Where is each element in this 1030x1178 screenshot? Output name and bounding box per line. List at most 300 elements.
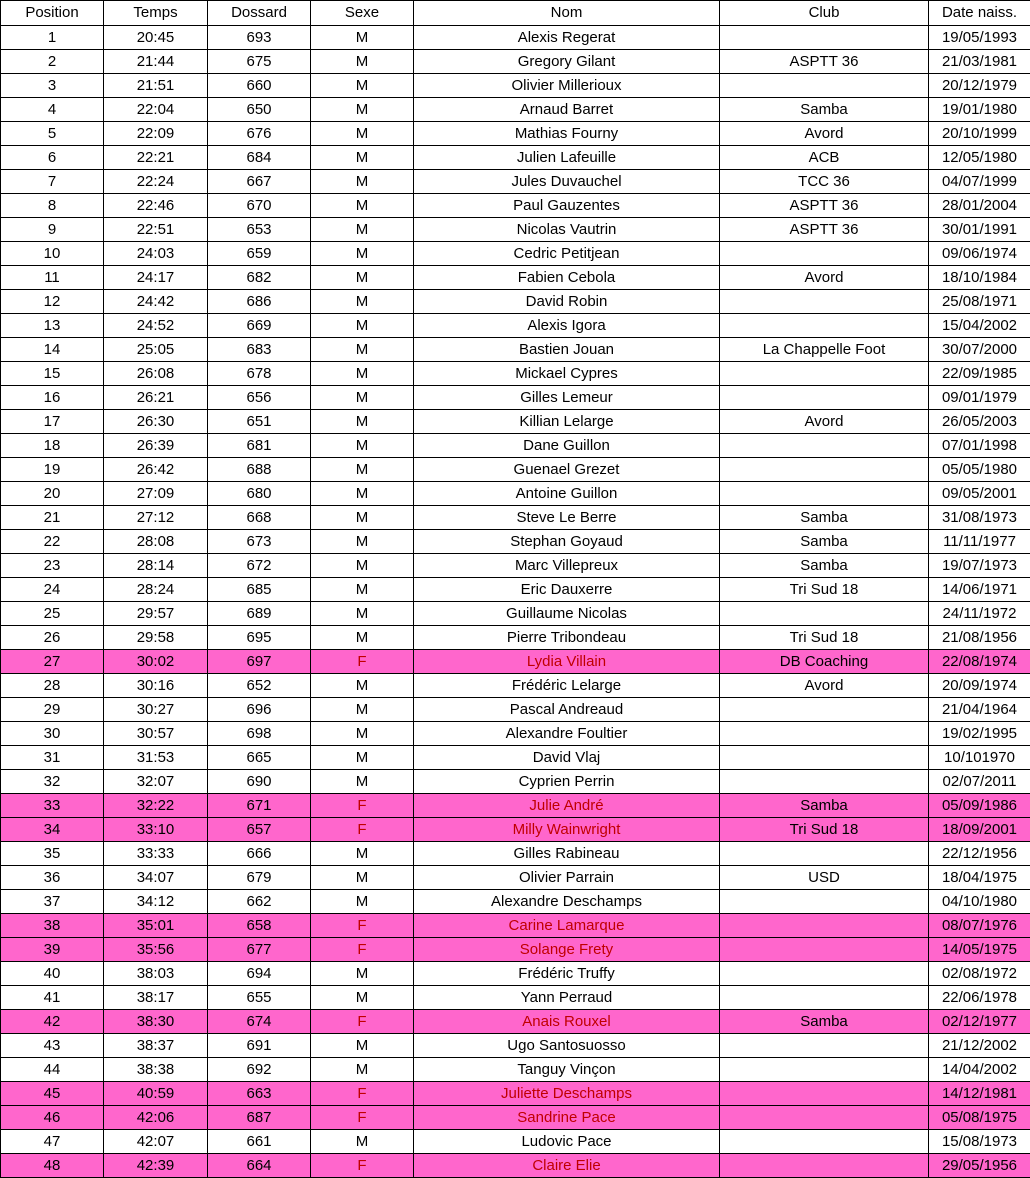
cell-bib: 677 — [208, 938, 311, 962]
cell-time: 38:37 — [104, 1034, 208, 1058]
cell-position: 12 — [1, 290, 104, 314]
cell-time: 35:01 — [104, 914, 208, 938]
cell-name: David Robin — [414, 290, 720, 314]
cell-club — [720, 890, 929, 914]
cell-name: Mickael Cypres — [414, 362, 720, 386]
cell-birthdate: 21/12/2002 — [929, 1034, 1030, 1058]
cell-time: 24:42 — [104, 290, 208, 314]
cell-birthdate: 14/04/2002 — [929, 1058, 1030, 1082]
cell-bib: 697 — [208, 650, 311, 674]
cell-bib: 670 — [208, 194, 311, 218]
cell-club: Samba — [720, 530, 929, 554]
cell-sex: M — [311, 26, 414, 50]
cell-sex: M — [311, 290, 414, 314]
cell-bib: 675 — [208, 50, 311, 74]
cell-time: 34:12 — [104, 890, 208, 914]
cell-name: Nicolas Vautrin — [414, 218, 720, 242]
cell-time: 42:39 — [104, 1154, 208, 1178]
cell-bib: 690 — [208, 770, 311, 794]
cell-sex: M — [311, 74, 414, 98]
cell-club — [720, 1154, 929, 1178]
cell-club: Samba — [720, 98, 929, 122]
cell-time: 22:46 — [104, 194, 208, 218]
cell-position: 37 — [1, 890, 104, 914]
cell-name: Steve Le Berre — [414, 506, 720, 530]
cell-birthdate: 18/10/1984 — [929, 266, 1030, 290]
cell-name: David Vlaj — [414, 746, 720, 770]
cell-sex: M — [311, 890, 414, 914]
cell-position: 40 — [1, 962, 104, 986]
cell-name: Lydia Villain — [414, 650, 720, 674]
cell-club: Tri Sud 18 — [720, 818, 929, 842]
column-header-time: Temps — [104, 1, 208, 26]
cell-sex: M — [311, 626, 414, 650]
cell-club — [720, 842, 929, 866]
table-row — [1, 938, 1030, 962]
cell-club: Avord — [720, 266, 929, 290]
cell-time: 21:51 — [104, 74, 208, 98]
cell-position: 32 — [1, 770, 104, 794]
cell-bib: 679 — [208, 866, 311, 890]
cell-birthdate: 19/02/1995 — [929, 722, 1030, 746]
cell-birthdate: 19/01/1980 — [929, 98, 1030, 122]
cell-club — [720, 482, 929, 506]
cell-time: 28:08 — [104, 530, 208, 554]
cell-position: 13 — [1, 314, 104, 338]
table-row — [1, 962, 1030, 986]
cell-birthdate: 10/101970 — [929, 746, 1030, 770]
cell-name: Carine Lamarque — [414, 914, 720, 938]
table-row — [1, 98, 1030, 122]
cell-club: Avord — [720, 122, 929, 146]
cell-name: Pierre Tribondeau — [414, 626, 720, 650]
cell-sex: M — [311, 698, 414, 722]
table-row — [1, 1034, 1030, 1058]
cell-sex: M — [311, 722, 414, 746]
cell-time: 22:04 — [104, 98, 208, 122]
cell-name: Cedric Petitjean — [414, 242, 720, 266]
cell-position: 33 — [1, 794, 104, 818]
cell-position: 23 — [1, 554, 104, 578]
cell-club: DB Coaching — [720, 650, 929, 674]
cell-birthdate: 21/08/1956 — [929, 626, 1030, 650]
cell-name: Stephan Goyaud — [414, 530, 720, 554]
cell-club: USD — [720, 866, 929, 890]
cell-bib: 664 — [208, 1154, 311, 1178]
table-row — [1, 242, 1030, 266]
cell-birthdate: 20/10/1999 — [929, 122, 1030, 146]
cell-birthdate: 20/09/1974 — [929, 674, 1030, 698]
cell-sex: M — [311, 146, 414, 170]
cell-sex: F — [311, 1154, 414, 1178]
cell-birthdate: 22/09/1985 — [929, 362, 1030, 386]
cell-club — [720, 914, 929, 938]
cell-club: ASPTT 36 — [720, 218, 929, 242]
cell-time: 40:59 — [104, 1082, 208, 1106]
cell-sex: M — [311, 458, 414, 482]
cell-sex: M — [311, 266, 414, 290]
cell-name: Mathias Fourny — [414, 122, 720, 146]
cell-time: 35:56 — [104, 938, 208, 962]
cell-birthdate: 22/06/1978 — [929, 986, 1030, 1010]
cell-time: 33:33 — [104, 842, 208, 866]
cell-club — [720, 1130, 929, 1154]
cell-position: 28 — [1, 674, 104, 698]
cell-sex: M — [311, 602, 414, 626]
cell-position: 29 — [1, 698, 104, 722]
cell-position: 48 — [1, 1154, 104, 1178]
cell-birthdate: 22/12/1956 — [929, 842, 1030, 866]
cell-position: 44 — [1, 1058, 104, 1082]
cell-birthdate: 29/05/1956 — [929, 1154, 1030, 1178]
cell-name: Julie André — [414, 794, 720, 818]
cell-club — [720, 314, 929, 338]
cell-sex: M — [311, 1034, 414, 1058]
cell-name: Bastien Jouan — [414, 338, 720, 362]
cell-birthdate: 04/10/1980 — [929, 890, 1030, 914]
cell-name: Gilles Rabineau — [414, 842, 720, 866]
cell-sex: M — [311, 986, 414, 1010]
cell-bib: 684 — [208, 146, 311, 170]
table-row — [1, 218, 1030, 242]
cell-position: 5 — [1, 122, 104, 146]
cell-birthdate: 21/04/1964 — [929, 698, 1030, 722]
cell-position: 45 — [1, 1082, 104, 1106]
cell-time: 26:21 — [104, 386, 208, 410]
cell-time: 24:17 — [104, 266, 208, 290]
table-row — [1, 626, 1030, 650]
cell-position: 25 — [1, 602, 104, 626]
cell-sex: F — [311, 650, 414, 674]
cell-sex: M — [311, 674, 414, 698]
cell-position: 31 — [1, 746, 104, 770]
cell-name: Solange Frety — [414, 938, 720, 962]
cell-bib: 672 — [208, 554, 311, 578]
cell-time: 31:53 — [104, 746, 208, 770]
cell-sex: M — [311, 530, 414, 554]
cell-name: Frédéric Truffy — [414, 962, 720, 986]
cell-time: 29:58 — [104, 626, 208, 650]
cell-time: 22:21 — [104, 146, 208, 170]
cell-name: Fabien Cebola — [414, 266, 720, 290]
cell-name: Guillaume Nicolas — [414, 602, 720, 626]
cell-position: 18 — [1, 434, 104, 458]
results-table-body — [1, 26, 1030, 1178]
cell-birthdate: 15/04/2002 — [929, 314, 1030, 338]
cell-position: 39 — [1, 938, 104, 962]
cell-position: 10 — [1, 242, 104, 266]
cell-position: 9 — [1, 218, 104, 242]
table-row — [1, 842, 1030, 866]
cell-bib: 693 — [208, 26, 311, 50]
cell-position: 17 — [1, 410, 104, 434]
cell-name: Tanguy Vinçon — [414, 1058, 720, 1082]
cell-birthdate: 20/12/1979 — [929, 74, 1030, 98]
cell-club — [720, 986, 929, 1010]
cell-name: Milly Wainwright — [414, 818, 720, 842]
cell-birthdate: 09/01/1979 — [929, 386, 1030, 410]
cell-position: 34 — [1, 818, 104, 842]
cell-birthdate: 31/08/1973 — [929, 506, 1030, 530]
cell-birthdate: 18/09/2001 — [929, 818, 1030, 842]
cell-time: 26:39 — [104, 434, 208, 458]
cell-time: 32:22 — [104, 794, 208, 818]
cell-bib: 678 — [208, 362, 311, 386]
cell-sex: M — [311, 554, 414, 578]
cell-time: 33:10 — [104, 818, 208, 842]
cell-club: Tri Sud 18 — [720, 578, 929, 602]
cell-sex: M — [311, 122, 414, 146]
cell-club — [720, 722, 929, 746]
cell-club — [720, 698, 929, 722]
cell-position: 41 — [1, 986, 104, 1010]
table-row — [1, 74, 1030, 98]
cell-club: La Chappelle Foot — [720, 338, 929, 362]
table-row — [1, 602, 1030, 626]
table-row — [1, 1130, 1030, 1154]
cell-time: 20:45 — [104, 26, 208, 50]
cell-club: ASPTT 36 — [720, 50, 929, 74]
cell-name: Gilles Lemeur — [414, 386, 720, 410]
cell-time: 38:30 — [104, 1010, 208, 1034]
cell-club — [720, 962, 929, 986]
cell-position: 8 — [1, 194, 104, 218]
cell-name: Arnaud Barret — [414, 98, 720, 122]
cell-birthdate: 14/05/1975 — [929, 938, 1030, 962]
cell-bib: 665 — [208, 746, 311, 770]
cell-club — [720, 602, 929, 626]
cell-position: 22 — [1, 530, 104, 554]
cell-birthdate: 18/04/1975 — [929, 866, 1030, 890]
cell-position: 1 — [1, 26, 104, 50]
cell-time: 22:24 — [104, 170, 208, 194]
table-row — [1, 194, 1030, 218]
table-row — [1, 290, 1030, 314]
cell-birthdate: 22/08/1974 — [929, 650, 1030, 674]
cell-sex: M — [311, 842, 414, 866]
cell-name: Alexandre Foultier — [414, 722, 720, 746]
cell-club — [720, 1106, 929, 1130]
cell-birthdate: 14/12/1981 — [929, 1082, 1030, 1106]
cell-name: Killian Lelarge — [414, 410, 720, 434]
cell-sex: M — [311, 578, 414, 602]
cell-time: 22:09 — [104, 122, 208, 146]
cell-time: 38:38 — [104, 1058, 208, 1082]
cell-sex: M — [311, 50, 414, 74]
cell-birthdate: 08/07/1976 — [929, 914, 1030, 938]
table-row — [1, 722, 1030, 746]
cell-birthdate: 02/07/2011 — [929, 770, 1030, 794]
cell-time: 32:07 — [104, 770, 208, 794]
cell-time: 26:42 — [104, 458, 208, 482]
column-header-birthdate: Date naiss. — [929, 1, 1030, 26]
cell-birthdate: 15/08/1973 — [929, 1130, 1030, 1154]
cell-time: 30:57 — [104, 722, 208, 746]
table-row — [1, 122, 1030, 146]
cell-sex: M — [311, 410, 414, 434]
cell-bib: 694 — [208, 962, 311, 986]
cell-club: Samba — [720, 554, 929, 578]
cell-bib: 691 — [208, 1034, 311, 1058]
cell-name: Eric Dauxerre — [414, 578, 720, 602]
cell-sex: M — [311, 194, 414, 218]
cell-position: 35 — [1, 842, 104, 866]
table-row — [1, 26, 1030, 50]
cell-name: Anais Rouxel — [414, 1010, 720, 1034]
table-row — [1, 746, 1030, 770]
cell-name: Juliette Deschamps — [414, 1082, 720, 1106]
cell-bib: 660 — [208, 74, 311, 98]
cell-bib: 674 — [208, 1010, 311, 1034]
cell-bib: 696 — [208, 698, 311, 722]
cell-birthdate: 26/05/2003 — [929, 410, 1030, 434]
cell-bib: 658 — [208, 914, 311, 938]
table-row — [1, 506, 1030, 530]
cell-birthdate: 04/07/1999 — [929, 170, 1030, 194]
cell-club — [720, 1034, 929, 1058]
cell-bib: 667 — [208, 170, 311, 194]
table-row — [1, 1106, 1030, 1130]
cell-sex: F — [311, 818, 414, 842]
cell-name: Claire Elie — [414, 1154, 720, 1178]
cell-bib: 687 — [208, 1106, 311, 1130]
cell-birthdate: 05/08/1975 — [929, 1106, 1030, 1130]
cell-sex: M — [311, 98, 414, 122]
table-row — [1, 1154, 1030, 1178]
cell-sex: M — [311, 506, 414, 530]
column-header-sex: Sexe — [311, 1, 414, 26]
table-row — [1, 818, 1030, 842]
cell-sex: M — [311, 746, 414, 770]
cell-name: Dane Guillon — [414, 434, 720, 458]
cell-position: 36 — [1, 866, 104, 890]
cell-birthdate: 12/05/1980 — [929, 146, 1030, 170]
cell-birthdate: 14/06/1971 — [929, 578, 1030, 602]
cell-bib: 681 — [208, 434, 311, 458]
cell-bib: 669 — [208, 314, 311, 338]
cell-time: 38:03 — [104, 962, 208, 986]
cell-time: 38:17 — [104, 986, 208, 1010]
cell-club: Samba — [720, 506, 929, 530]
cell-name: Paul Gauzentes — [414, 194, 720, 218]
cell-sex: M — [311, 338, 414, 362]
cell-club — [720, 938, 929, 962]
cell-bib: 653 — [208, 218, 311, 242]
cell-club: Tri Sud 18 — [720, 626, 929, 650]
cell-position: 38 — [1, 914, 104, 938]
cell-club — [720, 1058, 929, 1082]
cell-name: Alexis Regerat — [414, 26, 720, 50]
table-row — [1, 578, 1030, 602]
cell-time: 29:57 — [104, 602, 208, 626]
cell-birthdate: 30/01/1991 — [929, 218, 1030, 242]
table-row — [1, 770, 1030, 794]
cell-sex: F — [311, 914, 414, 938]
cell-name: Cyprien Perrin — [414, 770, 720, 794]
table-row — [1, 338, 1030, 362]
cell-sex: M — [311, 866, 414, 890]
cell-position: 4 — [1, 98, 104, 122]
table-row — [1, 170, 1030, 194]
cell-birthdate: 19/05/1993 — [929, 26, 1030, 50]
cell-sex: F — [311, 938, 414, 962]
cell-time: 24:52 — [104, 314, 208, 338]
cell-bib: 695 — [208, 626, 311, 650]
cell-time: 25:05 — [104, 338, 208, 362]
cell-bib: 650 — [208, 98, 311, 122]
cell-name: Alexis Igora — [414, 314, 720, 338]
table-row — [1, 146, 1030, 170]
cell-bib: 686 — [208, 290, 311, 314]
cell-bib: 651 — [208, 410, 311, 434]
cell-sex: M — [311, 386, 414, 410]
cell-bib: 671 — [208, 794, 311, 818]
cell-birthdate: 02/12/1977 — [929, 1010, 1030, 1034]
cell-position: 21 — [1, 506, 104, 530]
cell-birthdate: 30/07/2000 — [929, 338, 1030, 362]
table-row — [1, 362, 1030, 386]
cell-name: Alexandre Deschamps — [414, 890, 720, 914]
cell-club — [720, 362, 929, 386]
table-row — [1, 386, 1030, 410]
table-row — [1, 674, 1030, 698]
cell-birthdate: 09/05/2001 — [929, 482, 1030, 506]
cell-time: 26:08 — [104, 362, 208, 386]
cell-sex: M — [311, 314, 414, 338]
cell-birthdate: 11/11/1977 — [929, 530, 1030, 554]
table-row — [1, 1058, 1030, 1082]
cell-position: 43 — [1, 1034, 104, 1058]
cell-name: Ludovic Pace — [414, 1130, 720, 1154]
cell-time: 22:51 — [104, 218, 208, 242]
cell-club — [720, 242, 929, 266]
cell-bib: 676 — [208, 122, 311, 146]
cell-time: 27:12 — [104, 506, 208, 530]
cell-sex: M — [311, 218, 414, 242]
cell-time: 21:44 — [104, 50, 208, 74]
cell-bib: 666 — [208, 842, 311, 866]
cell-club — [720, 74, 929, 98]
cell-time: 28:14 — [104, 554, 208, 578]
cell-birthdate: 05/05/1980 — [929, 458, 1030, 482]
cell-name: Olivier Millerioux — [414, 74, 720, 98]
cell-sex: M — [311, 1130, 414, 1154]
cell-club: Avord — [720, 410, 929, 434]
cell-position: 19 — [1, 458, 104, 482]
cell-position: 26 — [1, 626, 104, 650]
cell-name: Pascal Andreaud — [414, 698, 720, 722]
cell-bib: 688 — [208, 458, 311, 482]
table-row — [1, 1082, 1030, 1106]
cell-sex: M — [311, 482, 414, 506]
table-row — [1, 1010, 1030, 1034]
cell-bib: 668 — [208, 506, 311, 530]
cell-position: 16 — [1, 386, 104, 410]
cell-sex: F — [311, 1082, 414, 1106]
cell-name: Jules Duvauchel — [414, 170, 720, 194]
column-header-bib: Dossard — [208, 1, 311, 26]
cell-birthdate: 19/07/1973 — [929, 554, 1030, 578]
cell-position: 2 — [1, 50, 104, 74]
cell-position: 7 — [1, 170, 104, 194]
cell-bib: 683 — [208, 338, 311, 362]
cell-bib: 698 — [208, 722, 311, 746]
table-row — [1, 698, 1030, 722]
table-row — [1, 458, 1030, 482]
results-table-header — [1, 1, 1030, 26]
cell-sex: M — [311, 362, 414, 386]
cell-bib: 692 — [208, 1058, 311, 1082]
